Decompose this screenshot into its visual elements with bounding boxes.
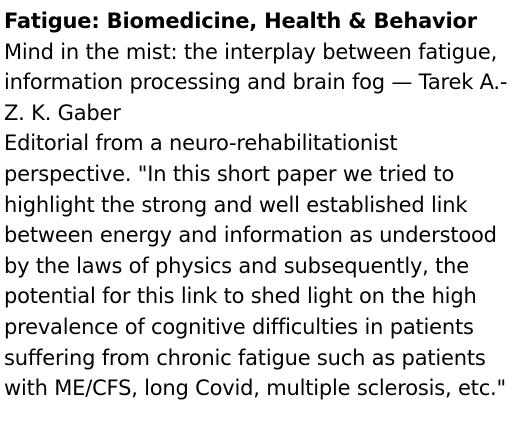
article-summary: Editorial from a neuro-rehabilitationist perspective. "In this short paper we tried to highlight the strong and well established link between energy and information as understood by the laws of physics and subsequently, the potential for this link to shed light on the high prevalence of cognitive difficulties in patients suffering from chronic fatigue such as patients with ME/CFS, long Covid, multiple sclerosis, etc." bbox=[4, 131, 506, 401]
journal-title: Fatigue: Biomedicine, Health & Behavior bbox=[4, 9, 477, 33]
article-title-and-author: Mind in the mist: the interplay between fatigue, information processing and brain fog — Tarek A.-Z. K. Gaber bbox=[4, 39, 508, 125]
